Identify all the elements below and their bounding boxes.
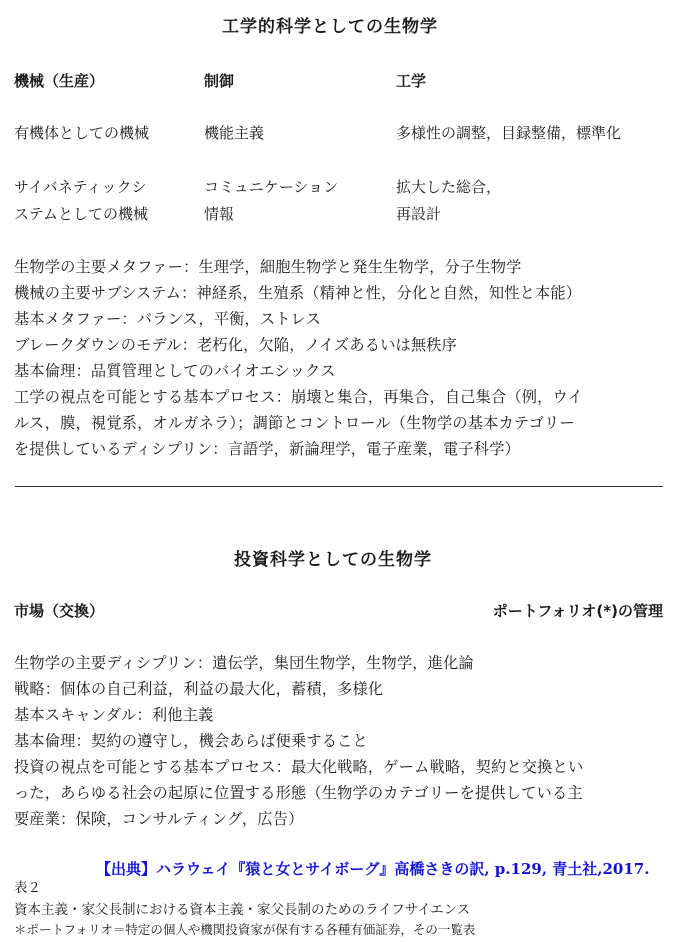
section2-line: 投資の視点を可能とする基本プロセス：最大化戦略，ゲーム戦略，契約と交換とい [14,758,584,776]
footnote: ＊ポートフォリオ＝特定の個人や機関投資家が保有する各種有価証券，その一覧表 [14,922,476,937]
source-citation: 【出典】ハラウェイ『猿と女とサイボーグ』高橋さきの訳, p.129, 青土社,2017. [96,860,650,878]
header-control: 制御 [204,72,235,90]
section1-line: 基本メタファー：バランス，平衡，ストレス [14,310,321,328]
row1-col2: 機能主義 [204,124,265,142]
section1-line: 工学の視点を可能とする基本プロセス：崩壊と集合，再集合，自己集合（例，ウイ [14,388,583,406]
section1-line: 生物学の主要メタファー：生理学，細胞生物学と発生生物学，分子生物学 [14,258,522,276]
header-market: 市場（交換） [14,602,105,620]
row1-col1: 有機体としての機械 [14,124,150,142]
section2-line: った，あらゆる社会の起原に位置する形態（生物学のカテゴリーを提供している主 [14,784,583,802]
section2-line: 戦略：個体の自己利益，利益の最大化，蓄積，多様化 [14,680,384,698]
row2-col2-line1: コミュニケーション [204,178,339,196]
row2-col1-line1: サイバネティックシ [14,178,147,196]
section1-line: 基本倫理：品質管理としてのバイオエシックス [14,362,336,380]
row1-col3: 多様性の調整，目録整備，標準化 [396,124,622,142]
section1-line: ブレークダウンのモデル：老朽化，欠陥，ノイズあるいは無秩序 [14,336,458,354]
row2-col3-line2: 再設計 [396,205,442,223]
header-machine: 機械（生産） [14,72,105,90]
section2-line: 基本スキャンダル：利他主義 [14,706,214,724]
header-portfolio: ポートフォリオ(*)の管理 [492,602,663,620]
section1-line: ルス，膜，視覚系，オルガネラ）；調節とコントロール（生物学の基本カテゴリー [14,414,575,432]
section2-line: 生物学の主要ディシプリン：遺伝学，集団生物学，生物学，進化論 [14,654,474,672]
table-caption: 資本主義・家父長制における資本主義・家父長制のためのライフサイエンス [14,902,471,918]
section1-title: 工学的科学としての生物学 [222,17,438,37]
section1-line: 機械の主要サブシステム：神経系，生殖系（精神と性，分化と自然，知性と本能） [14,284,582,302]
section2-title: 投資科学としての生物学 [234,550,432,570]
header-engineering: 工学 [396,72,427,90]
section-divider [15,486,663,487]
section2-line: 基本倫理：契約の遵守し，機会あらば便乗すること [14,732,368,750]
row2-col2-line2: 情報 [204,205,235,223]
row2-col1-line2: ステムとしての機械 [14,205,148,223]
row2-col3-line1: 拡大した総合， [396,178,502,196]
section1-line: を提供しているディシプリン：言語学，新論理学，電子産業，電子科学） [14,440,520,458]
section2-line: 要産業：保険，コンサルティング，広告） [14,810,304,828]
table-label: 表２ [14,880,41,896]
